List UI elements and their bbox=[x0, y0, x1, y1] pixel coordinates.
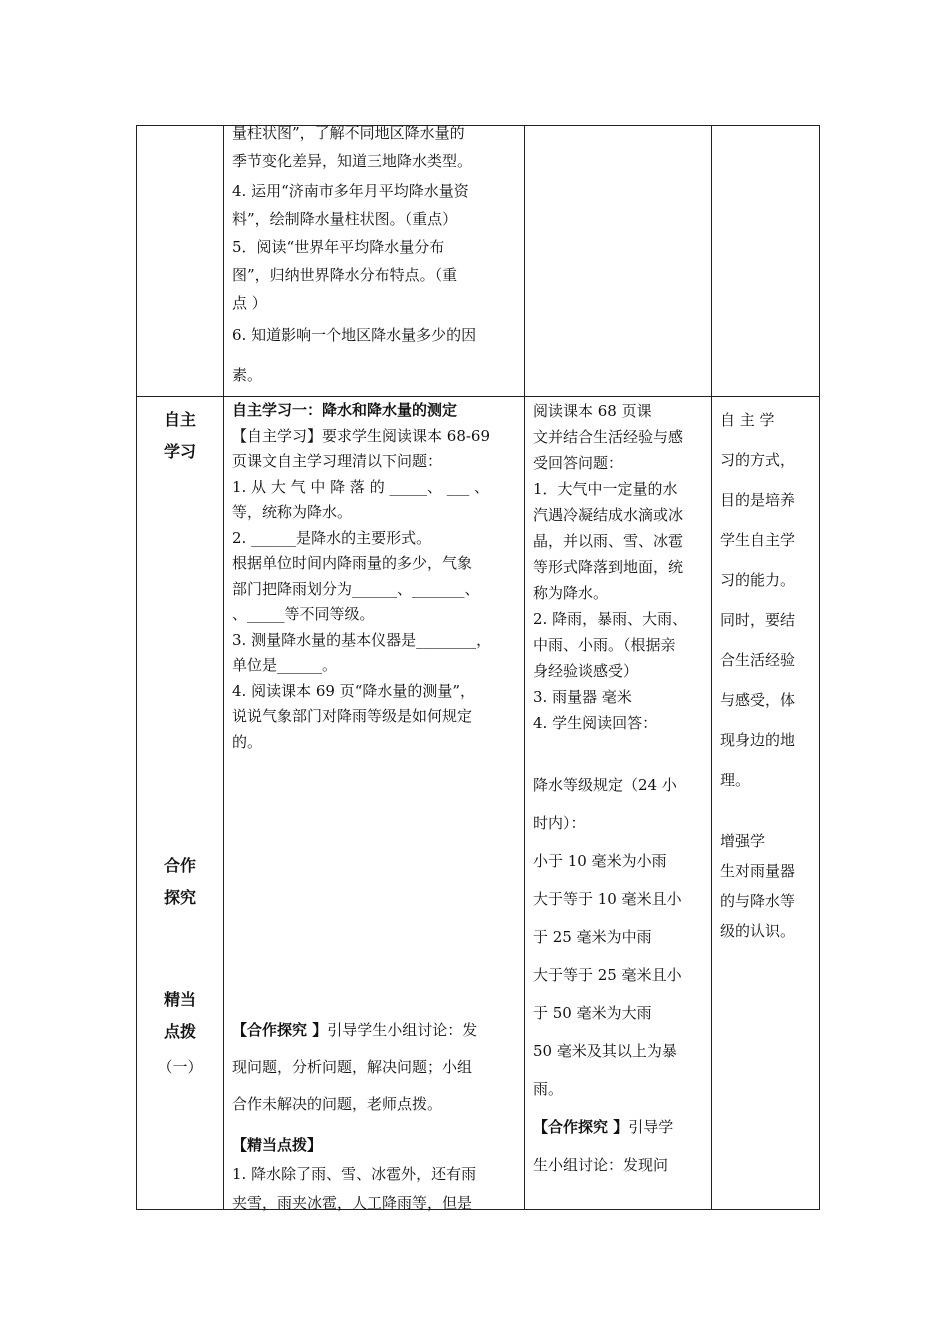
student-line: 于 25 毫米为中雨 bbox=[533, 928, 652, 946]
student-line: 3. 雨量器 毫米 bbox=[533, 688, 632, 706]
label-line: 自主 bbox=[163, 410, 196, 429]
objective-line: 量柱状图”，了解不同地区降水量的 bbox=[232, 124, 465, 142]
student-line: 降水等级规定（24 小 bbox=[533, 776, 677, 794]
teacher-line: 根据单位时间内降雨量的多少，气象 bbox=[232, 554, 473, 572]
design-intent-cell bbox=[720, 400, 818, 800]
student-line: 文并结合生活经验与感 bbox=[533, 428, 684, 446]
label-hezuo-tanjiu bbox=[137, 850, 223, 914]
label-jingdang-dianbo bbox=[137, 984, 223, 1048]
design-line: 习的方式， bbox=[720, 451, 796, 469]
teacher-line: 2. ______是降水的主要形式。 bbox=[232, 528, 432, 547]
teacher-line: 1. 从 大 气 中 降 落 的 _____、 ___ 、 bbox=[232, 477, 489, 496]
design-line: 同时，要结 bbox=[720, 611, 796, 629]
student-line: 于 50 毫米为大雨 bbox=[533, 1004, 652, 1022]
objective-line: 季节变化差异，知道三地降水类型。 bbox=[232, 152, 473, 170]
student-line: 等形式降落到地面，统 bbox=[533, 558, 684, 576]
teacher-line: 页课文自主学习理清以下问题： bbox=[232, 452, 443, 470]
coop-heading: 【合作探究 】 bbox=[232, 1021, 328, 1039]
label-zizhu-xuexi bbox=[137, 404, 223, 468]
teacher-activity-cell bbox=[232, 398, 522, 755]
student-line: 身经验谈感受） bbox=[533, 662, 639, 680]
lesson-table bbox=[136, 125, 820, 1210]
design-line: 习的能力。 bbox=[720, 571, 796, 589]
student-line: 小于 10 毫米为小雨 bbox=[533, 852, 667, 870]
student-line: 大于等于 10 毫米且小 bbox=[533, 890, 682, 908]
design-line: 目的是培养 bbox=[720, 491, 796, 509]
design-line: 现身边的地 bbox=[720, 731, 796, 749]
student-line: 时内）： bbox=[533, 814, 586, 832]
student-line: 4. 学生阅读回答： bbox=[533, 714, 658, 732]
student-activity-cell bbox=[533, 398, 709, 736]
label-line: 点拨 bbox=[163, 1022, 196, 1041]
row-divider bbox=[137, 396, 819, 397]
teacher-line: 1. 降水除了雨、雪、冰雹外，还有雨 bbox=[232, 1165, 477, 1183]
section-title: 自主学习一：降水和降水量的测定 bbox=[232, 401, 458, 419]
design-intent-cell-2 bbox=[720, 826, 818, 946]
label-line: 探究 bbox=[163, 888, 196, 907]
teacher-line: 现问题，分析问题，解决问题；小组 bbox=[232, 1058, 473, 1076]
jingdang-heading: 【精当点拨】 bbox=[232, 1136, 323, 1154]
student-line: 受回答问题： bbox=[533, 454, 624, 472]
teacher-line: 夹雪，雨夹冰雹，人工降雨等，但是 bbox=[232, 1194, 473, 1212]
label-one: （一） bbox=[157, 1058, 203, 1076]
design-line: 学生自主学 bbox=[720, 531, 796, 549]
teacher-line: 的。 bbox=[232, 732, 263, 751]
objective-line: 6. 知道影响一个地区降水量多少的因 bbox=[232, 326, 477, 344]
design-line: 增强学 bbox=[720, 832, 766, 850]
design-line: 的与降水等 bbox=[720, 892, 796, 910]
column-divider bbox=[711, 126, 712, 1209]
teacher-line: 单位是______。 bbox=[232, 656, 338, 674]
coop-heading: 【合作探究 】 bbox=[533, 1118, 629, 1136]
design-line: 合生活经验 bbox=[720, 651, 796, 669]
teacher-jingdang-cell bbox=[232, 1131, 522, 1218]
design-line: 级的认识。 bbox=[720, 922, 796, 940]
teacher-line: 4. 阅读课本 69 页“降水量的测量”， bbox=[232, 681, 476, 700]
teacher-line: 说说气象部门对降雨等级是如何规定 bbox=[232, 707, 473, 725]
student-line: 雨。 bbox=[533, 1080, 564, 1098]
student-line: 阅读课本 68 页课 bbox=[533, 402, 652, 420]
design-line: 生对雨量器 bbox=[720, 862, 796, 880]
design-line: 与感受，体 bbox=[720, 691, 796, 709]
label-line: 学习 bbox=[163, 442, 196, 461]
label-line: 合作 bbox=[163, 856, 196, 875]
objective-line: 素。 bbox=[232, 366, 263, 384]
student-line: 生小组讨论：发现问 bbox=[533, 1156, 669, 1174]
teacher-line: 部门把降雨划分为______、_______、 bbox=[232, 579, 480, 598]
student-line: 1．大气中一定量的水 bbox=[533, 480, 678, 498]
teacher-line: 3. 测量降水量的基本仪器是________， bbox=[232, 630, 492, 649]
teacher-coop-cell bbox=[232, 1012, 522, 1123]
student-line: 汽遇冷凝结成水滴或冰 bbox=[533, 506, 684, 524]
student-line: 引导学 bbox=[628, 1118, 674, 1136]
objective-line: 图”，归纳世界降水分布特点。（重 bbox=[232, 266, 458, 284]
design-line: 理。 bbox=[720, 771, 751, 789]
student-line: 称为降水。 bbox=[533, 584, 609, 602]
column-divider bbox=[524, 126, 525, 1209]
teacher-line: 、_____等不同等级。 bbox=[232, 605, 375, 623]
teacher-line: 【自主学习】要求学生阅读课本 68-69 bbox=[232, 426, 491, 445]
design-line: 自 主 学 bbox=[720, 411, 775, 429]
student-rules-cell bbox=[533, 766, 709, 1184]
label-line: 精当 bbox=[163, 990, 196, 1009]
student-line: 中雨、小雨。（根据亲 bbox=[533, 636, 676, 654]
teacher-line: 合作未解决的问题，老师点拨。 bbox=[232, 1095, 443, 1113]
objective-line: 料”，绘制降水量柱状图。（重点） bbox=[232, 210, 458, 228]
objective-line: 4. 运用“济南市多年月平均降水量资 bbox=[232, 182, 469, 200]
student-line: 50 毫米及其以上为暴 bbox=[533, 1042, 677, 1060]
objective-line: 5．阅读“世界年平均降水量分布 bbox=[232, 238, 445, 256]
teacher-line: 等，统称为降水。 bbox=[232, 503, 353, 521]
student-line: 2. 降雨，暴雨、大雨、 bbox=[533, 610, 688, 628]
teacher-line: 引导学生小组讨论：发 bbox=[327, 1021, 478, 1039]
student-line: 晶，并以雨、雪、冰雹 bbox=[533, 532, 684, 550]
objective-line: 点 ） bbox=[232, 294, 267, 312]
student-line: 大于等于 25 毫米且小 bbox=[533, 966, 682, 984]
column-divider bbox=[223, 126, 224, 1209]
